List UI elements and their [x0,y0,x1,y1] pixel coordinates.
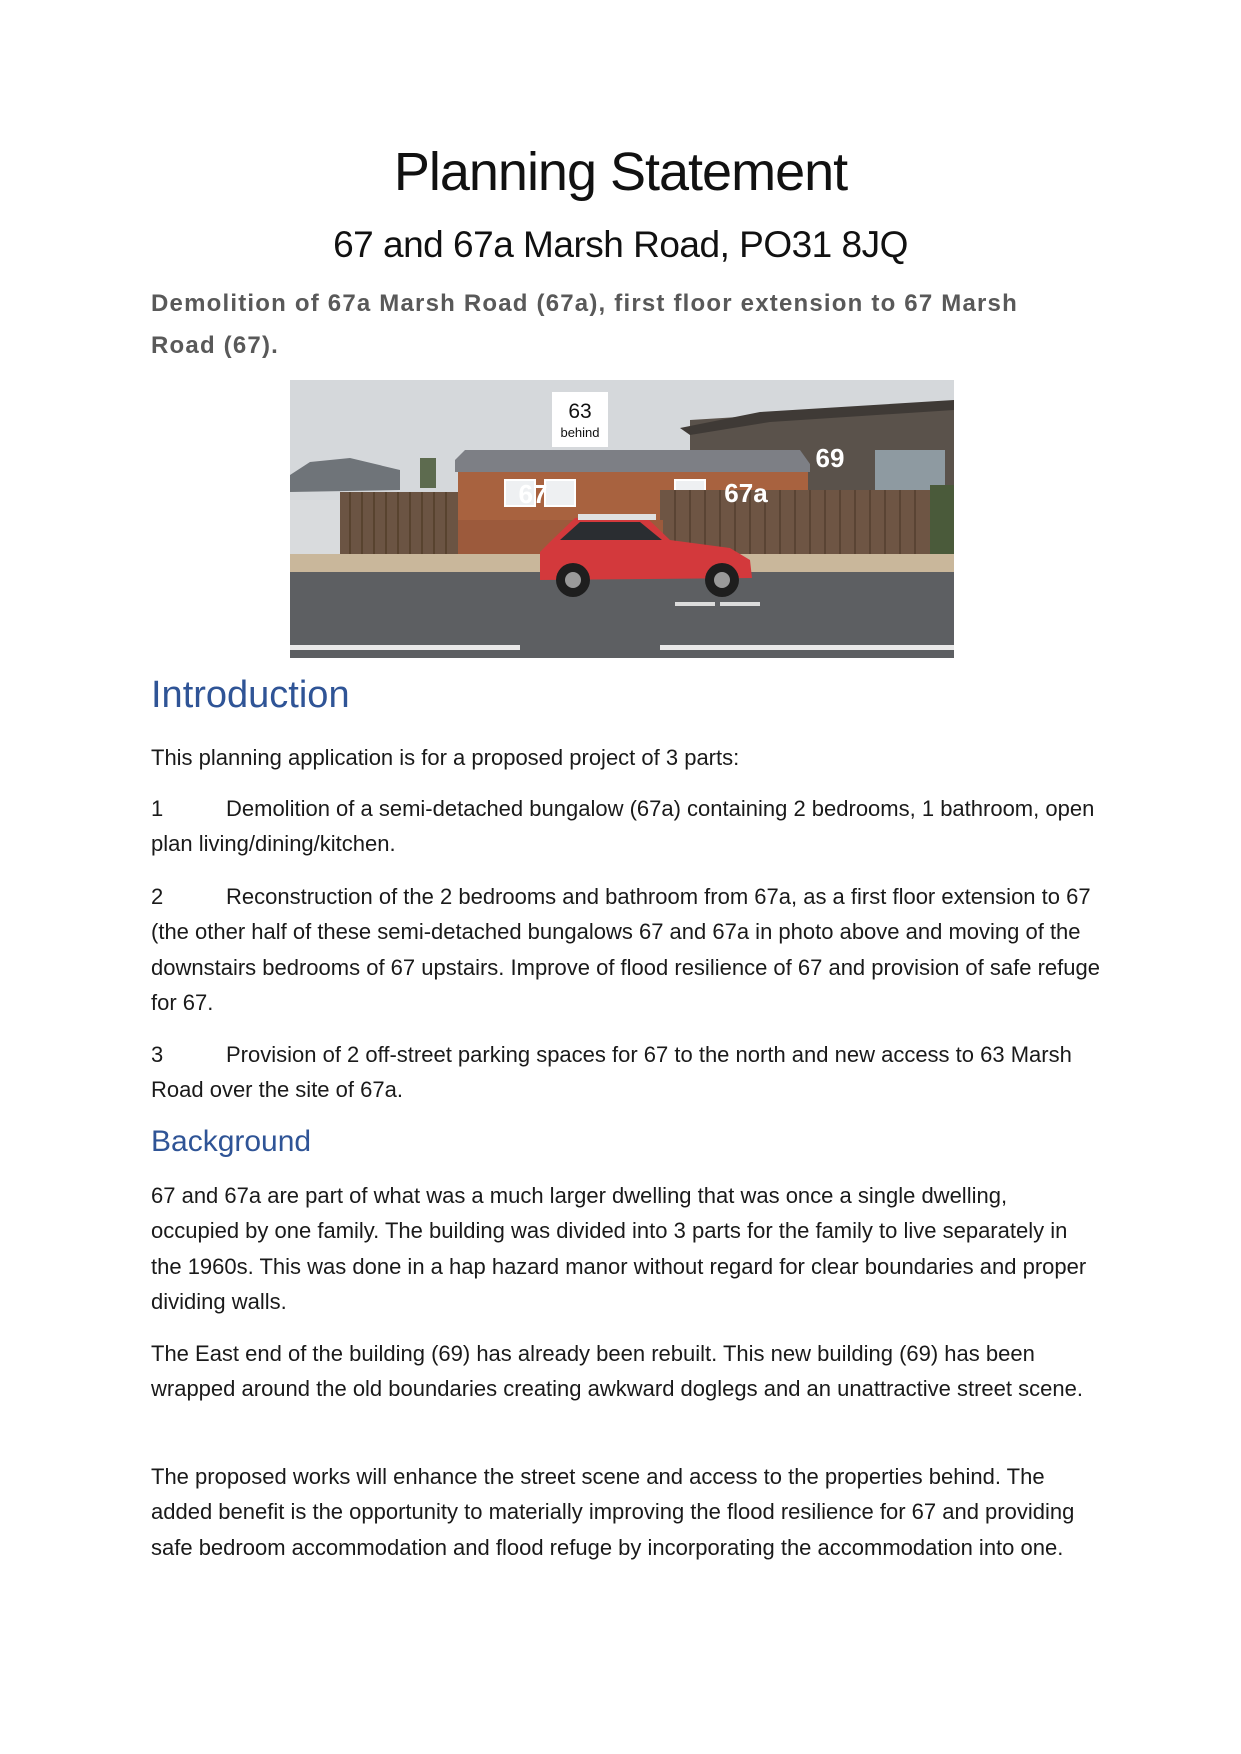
heading-background: Background [151,1125,312,1158]
list-item [151,879,1101,1020]
background-paragraph: The proposed works will enhance the street scene and access to the properties behind. The added benefit is the opportunity to materially improving the flood resilience for 67 and providing safe bedroom accommodation and flood refuge by incorporating the accommodation into one. [151,1464,1075,1560]
background-paragraph: 67 and 67a are part of what was a much larger dwelling that was once a single dwelling, occupied by one family. The building was divided into 3 parts for the family to live separately in the 1960s. This was done in a hap hazard manor without regard for clear boundaries and proper dividing walls. [151,1183,1087,1314]
list-item-number: 1 [151,796,164,821]
hedge [930,485,954,565]
label-63-sub: behind [560,425,600,440]
distant-tree [420,458,436,488]
label-67: 67 [518,479,548,509]
background-paragraph: The East end of the building (69) has already been rebuilt. This new building (69) has been wrapped around the old boundaries creating awkward doglegs and an unattractive street scene. [151,1341,1083,1402]
bungalow-window-2 [545,480,575,506]
intro-paragraph: This planning application is for a proposed project of 3 parts: [151,745,740,770]
heading-introduction: Introduction [151,674,350,716]
lead-description: Demolition of 67a Marsh Road (67a), first floor extension to 67 Marsh Road (67). [151,290,1018,359]
document-title: Planning Statement [393,142,848,202]
list-item-text: Demolition of a semi-detached bungalow (67a) containing 2 bedrooms, 1 bathroom, open plan living/dining/kitchen. [151,796,1095,857]
road-marking-right [660,645,954,650]
street-photo [290,380,954,658]
bay-marking [675,602,715,606]
bungalow-roof [455,450,810,472]
list-item-text: Reconstruction of the 2 bedrooms and bathroom from 67a, as a first floor extension to 67 (the other half of these semi-detached bungalows 67 and 67a in photo above and moving of the downstairs bedrooms of 67 upstairs. Improve of flood resilience of 67 and provision of safe refuge for 67. [151,884,1100,1015]
document-subtitle: 67 and 67a Marsh Road, PO31 8JQ [333,224,908,265]
label-67a: 67a [724,478,768,508]
list-item-text: Provision of 2 off-street parking spaces for 67 to the north and new access to 63 Marsh Road over the site of 67a. [151,1042,1072,1103]
list-item [151,1037,1101,1108]
bay-marking-2 [720,602,760,606]
list-item-number: 2 [151,884,164,909]
label-69: 69 [815,443,845,473]
label-63: 63 [568,400,592,423]
building-69-window [875,450,945,490]
road-marking-left [290,645,520,650]
list-item-number: 3 [151,1042,164,1067]
list-item [151,791,1101,862]
